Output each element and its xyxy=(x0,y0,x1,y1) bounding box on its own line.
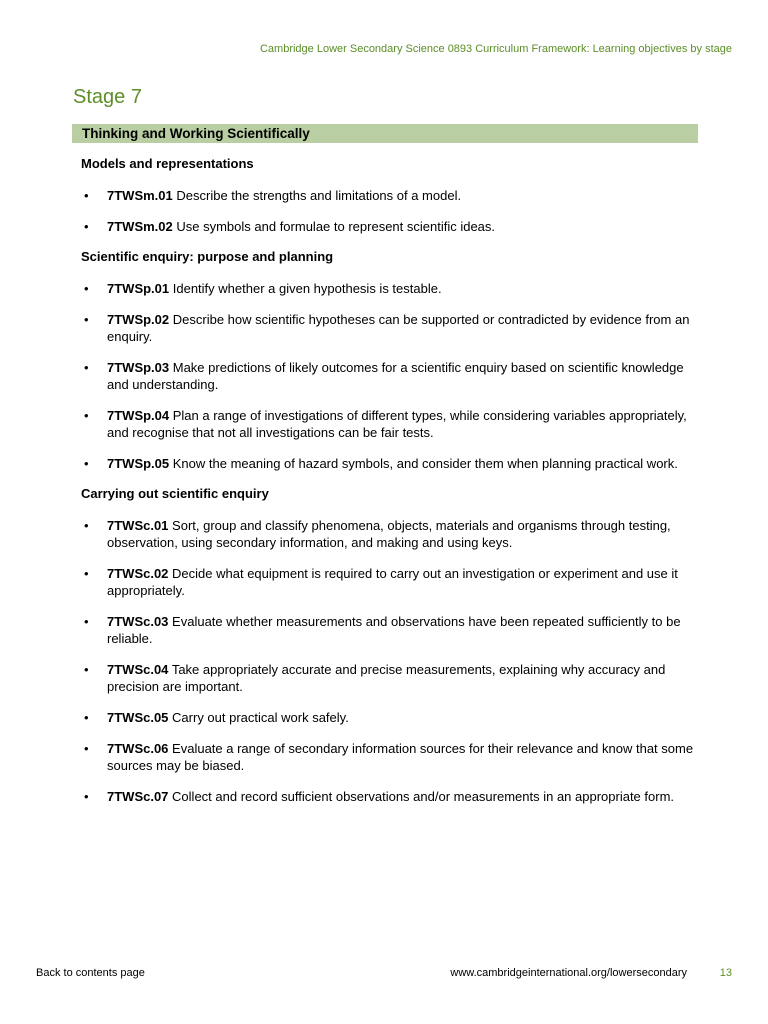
objective-text: Describe the strengths and limitations of a model. xyxy=(176,188,462,203)
objective-text: Know the meaning of hazard symbols, and consider them when planning practical work. xyxy=(172,456,678,471)
bullet-icon: • xyxy=(84,662,89,677)
objectives-content xyxy=(81,156,701,819)
bullet-icon: • xyxy=(84,789,89,804)
objective-item xyxy=(81,187,701,204)
objective-list xyxy=(81,280,701,472)
objective-text: Decide what equipment is required to carry out an investigation or experiment and use it appropriately. xyxy=(107,566,678,598)
bullet-icon: • xyxy=(84,518,89,533)
bullet-icon: • xyxy=(84,360,89,375)
objective-list xyxy=(81,187,701,235)
objective-item xyxy=(81,311,701,345)
objective-text: Describe how scientific hypotheses can be supported or contradicted by evidence from an enquiry. xyxy=(107,312,690,344)
objective-item xyxy=(81,613,701,647)
objective-item xyxy=(81,359,701,393)
objective-text: Evaluate a range of secondary information sources for their relevance and know that some sources may be biased. xyxy=(107,741,694,773)
objective-code: 7TWSp.05 xyxy=(107,456,170,471)
subheading-purpose-planning: Scientific enquiry: purpose and planning xyxy=(81,249,334,264)
objective-code: 7TWSm.01 xyxy=(107,188,173,203)
objective-list xyxy=(81,517,701,805)
objective-code: 7TWSp.02 xyxy=(107,312,170,327)
objective-text: Identify whether a given hypothesis is testable. xyxy=(172,281,442,296)
objective-item xyxy=(81,565,701,599)
objective-code: 7TWSc.03 xyxy=(107,614,169,629)
back-to-contents-link[interactable]: Back to contents page xyxy=(36,967,145,979)
page-number: 13 xyxy=(719,967,732,979)
objective-item xyxy=(81,455,701,472)
bullet-icon: • xyxy=(84,741,89,756)
footer-url: www.cambridgeinternational.org/lowersecondary xyxy=(450,967,687,979)
objective-code: 7TWSp.01 xyxy=(107,281,170,296)
bullet-icon: • xyxy=(84,456,89,471)
objective-item xyxy=(81,661,701,695)
objective-code: 7TWSp.04 xyxy=(107,408,170,423)
bullet-icon: • xyxy=(84,281,89,296)
subheading-models: Models and representations xyxy=(81,156,254,171)
objective-code: 7TWSc.01 xyxy=(107,518,169,533)
objective-item xyxy=(81,788,701,805)
objective-text: Make predictions of likely outcomes for a scientific enquiry based on scientific knowledge and understanding. xyxy=(107,360,684,392)
objective-text: Take appropriately accurate and precise measurements, explaining why accuracy and precision are important. xyxy=(107,662,666,694)
running-header: Cambridge Lower Secondary Science 0893 Curriculum Framework: Learning objectives by stage xyxy=(259,43,732,55)
objective-item xyxy=(81,280,701,297)
bullet-icon: • xyxy=(84,188,89,203)
bullet-icon: • xyxy=(84,710,89,725)
bullet-icon: • xyxy=(84,408,89,423)
objective-code: 7TWSc.04 xyxy=(107,662,169,677)
objective-text: Collect and record sufficient observations and/or measurements in an appropriate form. xyxy=(172,789,675,804)
bullet-icon: • xyxy=(84,219,89,234)
objective-code: 7TWSc.05 xyxy=(107,710,169,725)
objective-text: Carry out practical work safely. xyxy=(172,710,349,725)
objective-item xyxy=(81,517,701,551)
objective-item xyxy=(81,740,701,774)
objective-code: 7TWSm.02 xyxy=(107,219,173,234)
objective-text: Use symbols and formulae to represent scientific ideas. xyxy=(176,219,496,234)
objective-code: 7TWSc.02 xyxy=(107,566,169,581)
objective-code: 7TWSc.06 xyxy=(107,741,169,756)
objective-item xyxy=(81,407,701,441)
objective-item xyxy=(81,218,701,235)
objective-text: Evaluate whether measurements and observations have been repeated sufficiently to be reliable. xyxy=(107,614,681,646)
objective-text: Sort, group and classify phenomena, objects, materials and organisms through testing, observation, using secondary information, and making and using keys. xyxy=(107,518,671,550)
bullet-icon: • xyxy=(84,614,89,629)
objective-item xyxy=(81,709,701,726)
objective-text: Plan a range of investigations of different types, while considering variables appropriately, and recognise that not all investigations can be fair tests. xyxy=(107,408,687,440)
objective-code: 7TWSc.07 xyxy=(107,789,169,804)
bullet-icon: • xyxy=(84,312,89,327)
bullet-icon: • xyxy=(84,566,89,581)
page-title: Stage 7 xyxy=(73,86,142,108)
section-title-bar: Thinking and Working Scientifically xyxy=(72,124,698,143)
subheading-carrying-out: Carrying out scientific enquiry xyxy=(81,486,269,501)
objective-code: 7TWSp.03 xyxy=(107,360,170,375)
